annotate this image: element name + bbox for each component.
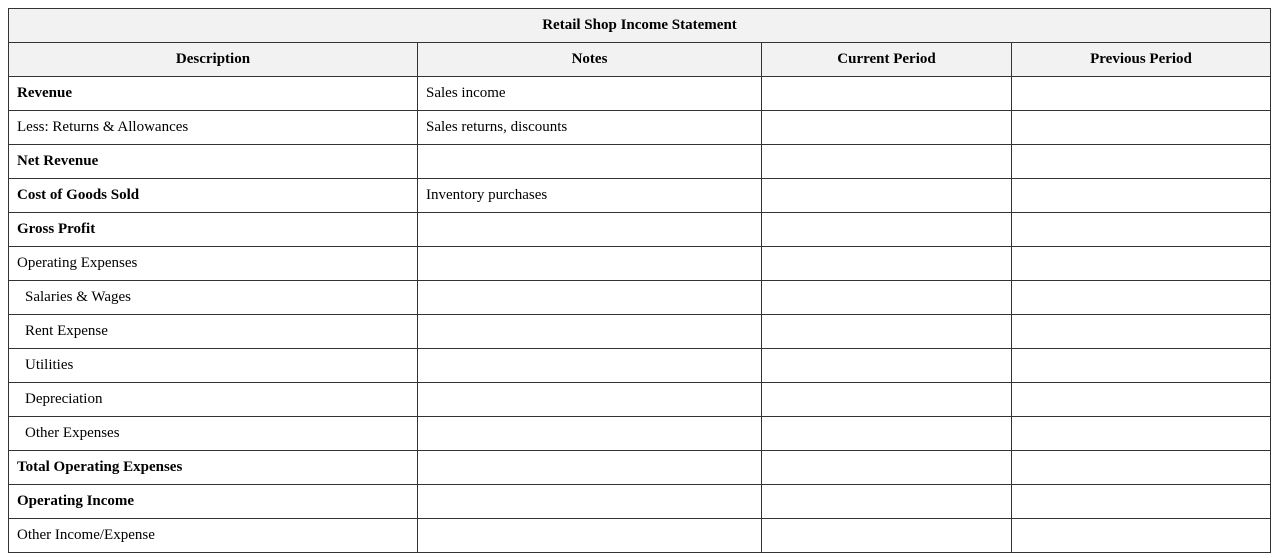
notes-cell: [418, 417, 762, 451]
description-cell: Less: Returns & Allowances: [9, 111, 418, 145]
table-row: [9, 315, 1271, 349]
column-header-description: Description: [9, 43, 418, 77]
column-header-notes: Notes: [418, 43, 762, 77]
current-period-cell[interactable]: [762, 179, 1012, 213]
notes-cell: [418, 213, 762, 247]
previous-period-cell[interactable]: [1012, 213, 1271, 247]
description-cell: Other Expenses: [9, 417, 418, 451]
notes-cell: Sales income: [418, 77, 762, 111]
current-period-cell[interactable]: [762, 519, 1012, 553]
notes-cell: [418, 349, 762, 383]
description-cell: Gross Profit: [9, 213, 418, 247]
table-row: [9, 179, 1271, 213]
description-cell: Operating Expenses: [9, 247, 418, 281]
notes-cell: [418, 247, 762, 281]
previous-period-cell[interactable]: [1012, 417, 1271, 451]
previous-period-cell[interactable]: [1012, 281, 1271, 315]
current-period-cell[interactable]: [762, 145, 1012, 179]
table-row: [9, 519, 1271, 553]
notes-cell: Inventory purchases: [418, 179, 762, 213]
table-body: [9, 77, 1271, 553]
table-title: Retail Shop Income Statement: [9, 9, 1271, 43]
current-period-cell[interactable]: [762, 383, 1012, 417]
table-row: [9, 77, 1271, 111]
previous-period-cell[interactable]: [1012, 315, 1271, 349]
current-period-cell[interactable]: [762, 247, 1012, 281]
notes-cell: [418, 519, 762, 553]
description-cell: Cost of Goods Sold: [9, 179, 418, 213]
column-header-current-period: Current Period: [762, 43, 1012, 77]
description-cell: Salaries & Wages: [9, 281, 418, 315]
description-cell: Total Operating Expenses: [9, 451, 418, 485]
previous-period-cell[interactable]: [1012, 451, 1271, 485]
previous-period-cell[interactable]: [1012, 485, 1271, 519]
previous-period-cell[interactable]: [1012, 145, 1271, 179]
income-statement-table: [8, 8, 1271, 553]
column-header-previous-period: Previous Period: [1012, 43, 1271, 77]
table-row: [9, 247, 1271, 281]
notes-cell: [418, 145, 762, 179]
notes-cell: [418, 315, 762, 349]
table-row: [9, 451, 1271, 485]
header-row: [9, 43, 1271, 77]
description-cell: Other Income/Expense: [9, 519, 418, 553]
description-cell: Net Revenue: [9, 145, 418, 179]
description-cell: Operating Income: [9, 485, 418, 519]
notes-cell: Sales returns, discounts: [418, 111, 762, 145]
description-cell: Rent Expense: [9, 315, 418, 349]
table-row: [9, 213, 1271, 247]
previous-period-cell[interactable]: [1012, 247, 1271, 281]
title-row: [9, 9, 1271, 43]
current-period-cell[interactable]: [762, 417, 1012, 451]
previous-period-cell[interactable]: [1012, 179, 1271, 213]
description-cell: Depreciation: [9, 383, 418, 417]
previous-period-cell[interactable]: [1012, 349, 1271, 383]
notes-cell: [418, 281, 762, 315]
table-row: [9, 349, 1271, 383]
previous-period-cell[interactable]: [1012, 519, 1271, 553]
table-row: [9, 111, 1271, 145]
notes-cell: [418, 451, 762, 485]
notes-cell: [418, 383, 762, 417]
current-period-cell[interactable]: [762, 315, 1012, 349]
current-period-cell[interactable]: [762, 213, 1012, 247]
table-row: [9, 485, 1271, 519]
previous-period-cell[interactable]: [1012, 77, 1271, 111]
current-period-cell[interactable]: [762, 349, 1012, 383]
notes-cell: [418, 485, 762, 519]
current-period-cell[interactable]: [762, 111, 1012, 145]
description-cell: Utilities: [9, 349, 418, 383]
table-row: [9, 145, 1271, 179]
current-period-cell[interactable]: [762, 485, 1012, 519]
description-cell: Revenue: [9, 77, 418, 111]
table-row: [9, 417, 1271, 451]
current-period-cell[interactable]: [762, 77, 1012, 111]
current-period-cell[interactable]: [762, 451, 1012, 485]
current-period-cell[interactable]: [762, 281, 1012, 315]
table-row: [9, 383, 1271, 417]
previous-period-cell[interactable]: [1012, 383, 1271, 417]
previous-period-cell[interactable]: [1012, 111, 1271, 145]
table-row: [9, 281, 1271, 315]
